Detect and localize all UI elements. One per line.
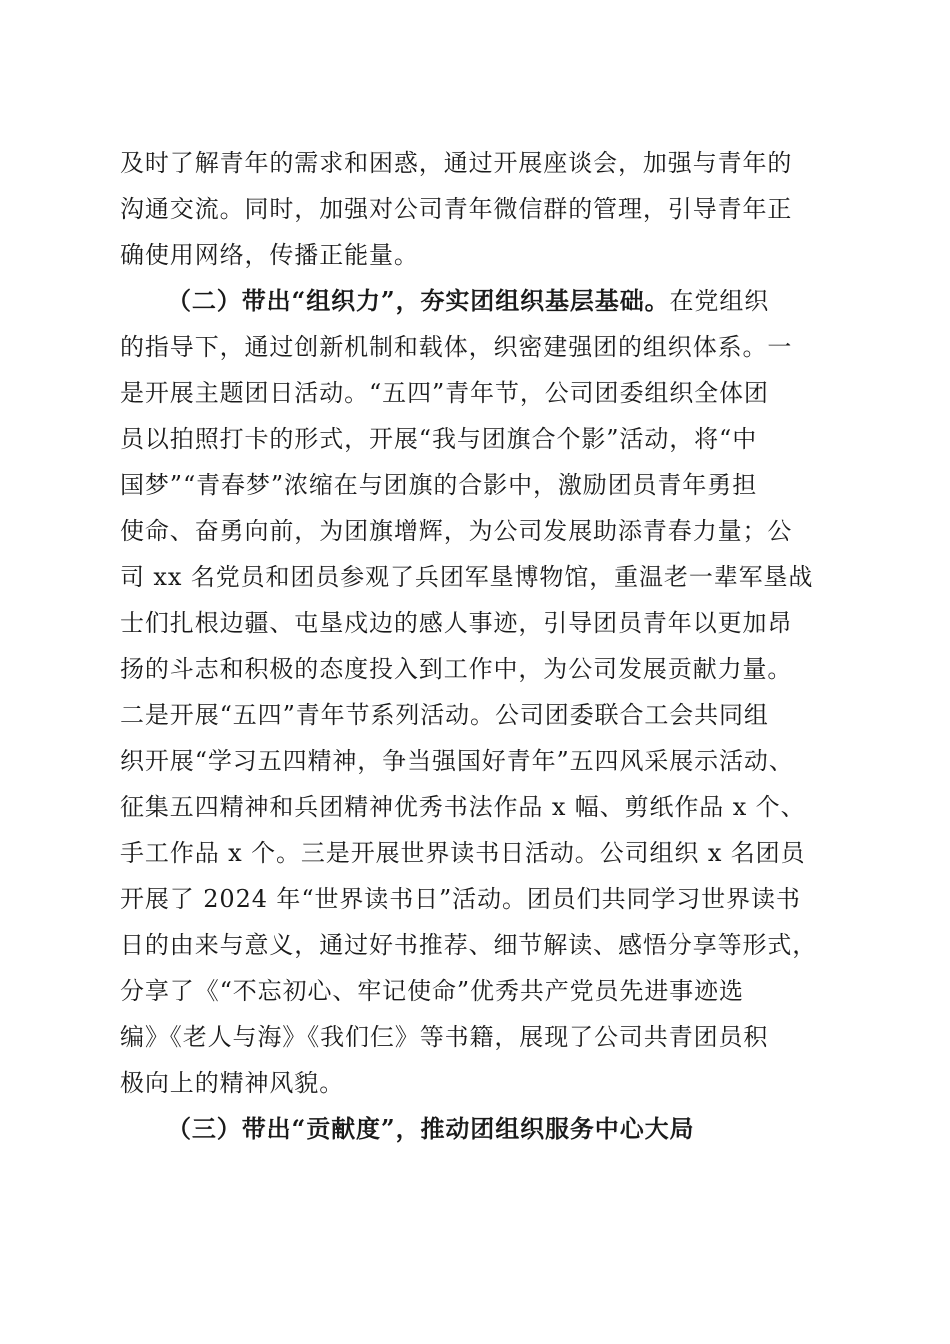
paragraph-line: 国梦”“青春梦”浓缩在与团旗的合影中，激励团员青年勇担 — [120, 471, 758, 499]
paragraph-line: 日的由来与意义，通过好书推荐、细节解读、感悟分享等形式， — [120, 931, 818, 959]
paragraph-line: 确使用网络，传播正能量。 — [120, 241, 419, 269]
paragraph-line: 二是开展“五四”青年节系列活动。公司团委联合工会共同组 — [120, 701, 769, 729]
paragraph-line: 织开展“学习五四精神，争当强国好青年”五四风采展示活动、 — [120, 747, 794, 775]
section-heading: （三）带出“贡献度”，推动团组织服务中心大局 — [167, 1114, 695, 1143]
paragraph-line: 征集五四精神和兵团精神优秀书法作品 x 幅、剪纸作品 x 个、 — [120, 793, 806, 821]
paragraph-line: 及时了解青年的需求和困惑，通过开展座谈会，加强与青年的 — [120, 149, 793, 177]
paragraph-line: 是开展主题团日活动。“五四”青年节，公司团委组织全体团 — [120, 379, 769, 407]
paragraph-line: 司 xx 名党员和团员参观了兵团军垦博物馆，重温老一辈军垦战 — [120, 563, 814, 591]
paragraph-text: 在党组织 — [669, 287, 770, 315]
section-heading-line — [167, 1113, 694, 1145]
paragraph-line: 扬的斗志和积极的态度投入到工作中，为公司发展贡献力量。 — [120, 655, 793, 683]
paragraph-line: 的指导下，通过创新机制和载体，织密建强团的组织体系。一 — [120, 333, 793, 361]
paragraph-line: 开展了 2024 年“世界读书日”活动。团员们共同学习世界读书 — [120, 885, 801, 913]
paragraph-line: 极向上的精神风貌。 — [120, 1069, 345, 1097]
section-heading: （二）带出“组织力”，夯实团组织基层基础。 — [167, 286, 670, 315]
paragraph-line: 分享了《“不忘初心、牢记使命”优秀共产党员先进事迹选 — [120, 977, 744, 1005]
paragraph-line: 沟通交流。同时，加强对公司青年微信群的管理，引导青年正 — [120, 195, 793, 223]
paragraph-line: 编》《老人与海》《我们仨》等书籍，展现了公司共青团员积 — [120, 1023, 769, 1051]
paragraph-line: 士们扎根边疆、屯垦戍边的感人事迹，引导团员青年以更加昂 — [120, 609, 793, 637]
paragraph-line: 员以拍照打卡的形式，开展“我与团旗合个影”活动，将“中 — [120, 425, 758, 453]
section-heading-line — [167, 285, 769, 317]
paragraph-line: 手工作品 x 个。三是开展世界读书日活动。公司组织 x 名团员 — [120, 839, 806, 867]
paragraph-line: 使命、奋勇向前，为团旗增辉，为公司发展助添青春力量；公 — [120, 517, 793, 545]
